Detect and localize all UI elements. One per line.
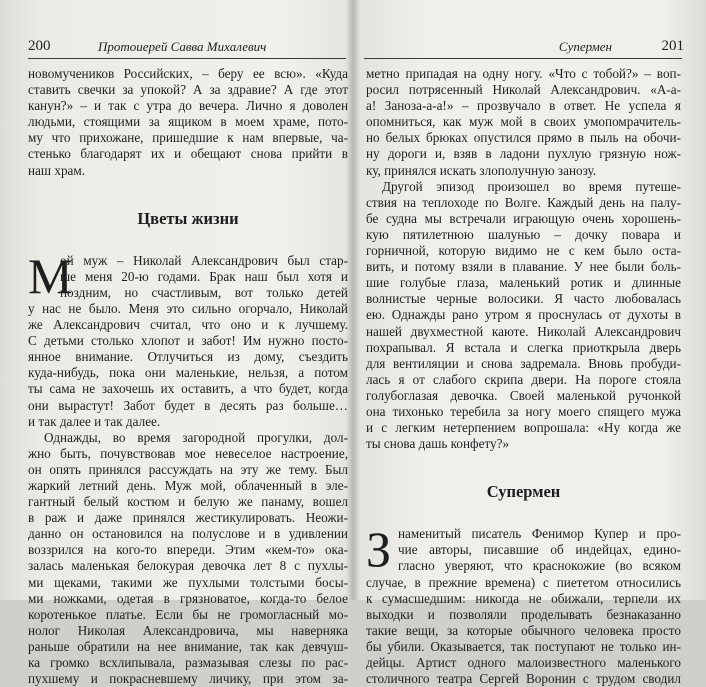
running-header bbox=[28, 38, 344, 58]
spacer bbox=[366, 452, 681, 480]
text-line: кую пятилетнюю шалунью – дочку повара и bbox=[366, 226, 681, 242]
text-line: куда-нибудь, пока они маленькие, нельзя, а потом bbox=[28, 365, 348, 381]
text-line: похрапывал. Я встала и слегка приоткрыла дверь bbox=[366, 339, 681, 355]
left-page-body bbox=[28, 66, 348, 687]
page-number: 201 bbox=[661, 38, 684, 54]
intro-paragraph bbox=[28, 66, 348, 179]
text-line: наш храм. bbox=[28, 162, 86, 178]
text-line: волнистые черные волосики. Я часто любовалась bbox=[366, 291, 681, 307]
text-line: голубоглазая девочка. Своей маленькой ручонкой bbox=[366, 387, 681, 403]
text-line: коротенькое платье. Если бы не громогласный мо- bbox=[28, 606, 348, 622]
drop-cap: З bbox=[366, 521, 392, 578]
text-line: поздним, но счастливым, вот только детей bbox=[60, 284, 348, 300]
paragraph bbox=[366, 179, 681, 453]
text-line: ка громко всхлипывала, размазывая слезы по рас- bbox=[28, 655, 348, 670]
text-line: воззрился на кого-то впереди. Этим «кем-то» ока- bbox=[28, 542, 348, 558]
text-line: янное внимание. Отлучиться из дому, съездить bbox=[28, 349, 348, 365]
text-line: метно припадая на одну ногу. «Что с тобой?» – воп- bbox=[366, 66, 681, 81]
text-line: нашей двухместной каюте. Николай Александрович bbox=[366, 323, 681, 339]
text-line: к сумасшедшим: никогда не обижали, терпели их bbox=[366, 590, 681, 606]
text-line: бе судна мы встречали играющую очень хорошень- bbox=[366, 210, 681, 226]
text-line: же Александрович считал, что оно и к лучшему. bbox=[28, 317, 348, 333]
text-line: ты сама не захочешь их оставить, а что будет, когда bbox=[28, 381, 348, 397]
paragraph bbox=[366, 66, 681, 179]
spacer bbox=[28, 231, 348, 253]
text-line: ну дороги и, взяв в ладони пухлую грязную нож- bbox=[366, 146, 681, 162]
text-line: и так далее и так далее. bbox=[28, 413, 161, 429]
running-header bbox=[364, 38, 684, 58]
text-line: дейцы. Артист одного малоизвестного маленького bbox=[366, 655, 681, 670]
text-line: для вентиляции и снова задремала. Вновь пробуди- bbox=[366, 355, 681, 371]
text-line: ше меня 20-ю годами. Брак наш был хотя и bbox=[60, 268, 348, 284]
paragraph bbox=[28, 430, 348, 687]
text-line: он опять принялся рассуждать на эту же тему. Был bbox=[28, 461, 348, 477]
right-page-body bbox=[366, 66, 681, 687]
text-line: ой муж – Николай Александрович был стар- bbox=[60, 252, 348, 268]
text-line: му что прихожане, пришедшие к нам впервые, ча- bbox=[28, 130, 348, 146]
text-line: Однажды, во время загородной прогулки, дол- bbox=[44, 429, 348, 445]
text-line: нолог Николая Александровича, мы наверняка bbox=[28, 622, 348, 638]
text-line: ствия на теплоходе по Волге. Каждый день на палу- bbox=[366, 194, 681, 210]
text-line: у нас не было. Меня это сильно огорчало, Николай bbox=[28, 300, 348, 316]
text-line: горничной, которую видимо не с кем было оста- bbox=[366, 243, 681, 259]
text-line: случае, в прежние времена) с пиететом относились bbox=[366, 574, 681, 590]
page-number: 200 bbox=[28, 38, 51, 54]
text-line: наменитый писатель Фенимор Купер и про- bbox=[398, 526, 681, 542]
text-line: и с легким нетерпением вопрошала: «Ну когда же bbox=[366, 420, 681, 436]
text-line: новомучеников Российских, – беру ее всю». «Куда bbox=[28, 66, 348, 81]
text-line: ею. Однажды рано утром я проснулась от духоты в bbox=[366, 307, 681, 323]
text-line: лась я от слабого скрипа двери. На пороге стояла bbox=[366, 371, 681, 387]
text-line: шие голубые глаза, маленький ротик и длинные bbox=[366, 275, 681, 291]
drop-cap-paragraph bbox=[28, 247, 348, 430]
text-line: Другой эпизод произошел во время путеше- bbox=[382, 178, 681, 194]
spacer bbox=[28, 179, 348, 207]
section-title: Цветы жизни bbox=[137, 208, 239, 228]
text-line: такие вещи, за которые обычного человека просто bbox=[366, 622, 681, 638]
header-rule bbox=[28, 58, 346, 59]
text-line: С детьми столько хлопот и забот! Им нужно посто- bbox=[28, 333, 348, 349]
text-line: жаркий летний день. Муж мой, облаченный в эле- bbox=[28, 477, 348, 493]
text-line: ми ножками, одетая в грязноватое, когда-то белое bbox=[28, 590, 348, 606]
right-page bbox=[364, 0, 694, 687]
text-line: ми щеками, такими же пухлыми толстыми босы- bbox=[28, 574, 348, 590]
running-head-text: Протоиерей Савва Михалевич bbox=[98, 39, 267, 54]
text-line: в раж и даже принялся жестикулировать. Неожи- bbox=[28, 510, 348, 526]
text-line: ку, принялся искать злополучную занозу. bbox=[366, 162, 597, 178]
section-title: Супермен bbox=[486, 482, 561, 502]
text-line: канун?» – и так с утра до вечера. Лично я доволен bbox=[28, 98, 348, 114]
text-line: они вырастут! Забот будет в десять раз больше… bbox=[28, 397, 348, 413]
text-line: ты снова дашь конфету?» bbox=[366, 436, 510, 452]
header-rule bbox=[364, 58, 682, 59]
text-line: данно он остановился на полуслове и в удивлении bbox=[28, 526, 348, 542]
text-line: выходки и позволяли проделывать безнаказанно bbox=[366, 606, 681, 622]
text-line: гантный белый костюм и белую же панаму, вошел bbox=[28, 494, 348, 510]
drop-cap: М bbox=[28, 247, 73, 304]
running-head-text: Супермен bbox=[558, 39, 612, 54]
text-line: стенько благодарят их и обещают снова прийти в bbox=[28, 146, 348, 162]
text-line: опомниться, как муж мой в своих умопомрачитель- bbox=[366, 114, 681, 130]
text-line: пухшему и покрасневшему личику, при этом за- bbox=[28, 671, 348, 687]
text-line: раньше обратили на нее внимание, так как девчуш- bbox=[28, 638, 348, 654]
drop-cap-paragraph bbox=[366, 521, 681, 687]
text-line: вить, и потому взяли в плавание. У нее были боль- bbox=[366, 259, 681, 275]
left-page bbox=[14, 0, 350, 687]
text-line: она тихонько теребила за ногу моего спящего мужа bbox=[366, 403, 681, 419]
text-line: бы убили. Оказывается, так поступают не только ин- bbox=[366, 638, 681, 654]
text-line: жно быть, почувствовав мое невеселое настроение, bbox=[28, 445, 348, 461]
text-line: залась маленькая белокурая девочка лет 8 с пухлы- bbox=[28, 558, 348, 574]
text-line: чие авторы, писавшие об индейцах, едино- bbox=[398, 542, 681, 558]
text-line: столичного театра Сергей Воронин с трудом сводил bbox=[366, 671, 681, 687]
text-line: росил потрясенный Николай Александрович. «А-а- bbox=[366, 82, 681, 98]
text-line: ставить свечки за упокой? А за здравие? А где этот bbox=[28, 82, 348, 98]
spacer bbox=[366, 504, 681, 526]
text-line: людьми, стоящими за ящиком в моем храме, пото- bbox=[28, 114, 348, 130]
text-line: но белых брюках опустился прямо в пыль на обочи- bbox=[366, 130, 681, 146]
text-line: гласно уверяют, что краснокожие (во всяком bbox=[398, 558, 681, 574]
text-line: а! Заноза-а-а!» – прозвучало в ответ. Не успела я bbox=[366, 98, 681, 114]
